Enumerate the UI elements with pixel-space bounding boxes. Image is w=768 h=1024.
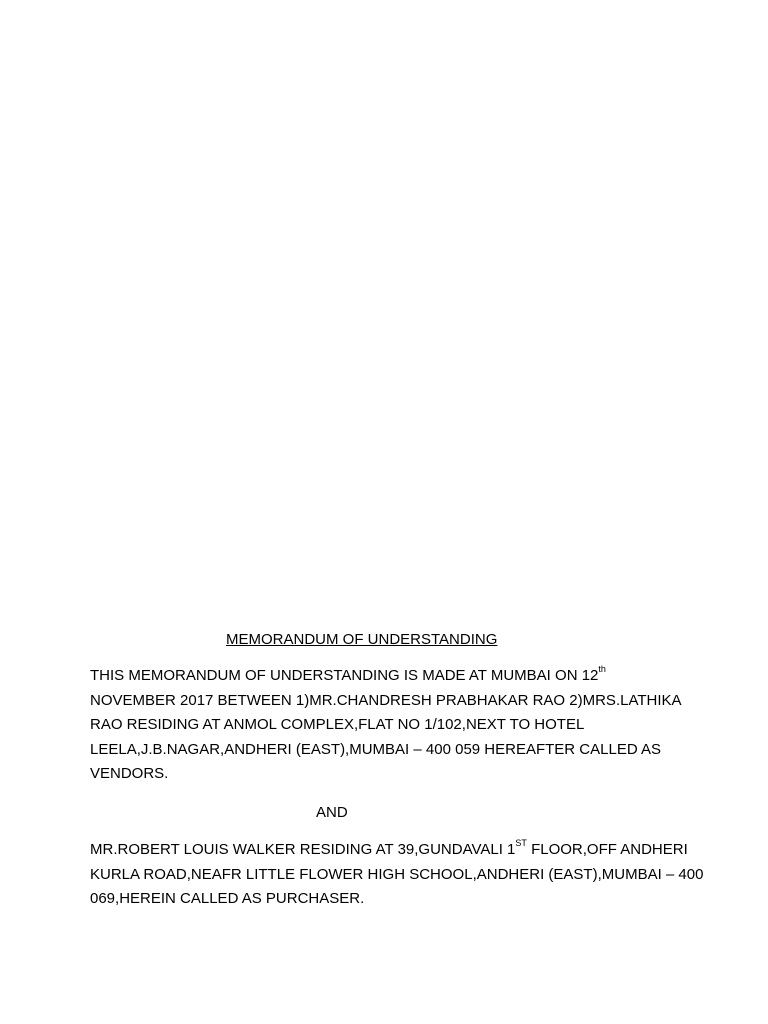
and-separator: AND [316, 804, 348, 821]
paragraph-line: 069,HEREIN CALLED AS PURCHASER. [90, 890, 365, 907]
paragraph-text: MR.ROBERT LOUIS WALKER RESIDING AT 39,GUNDAVALI 1 [90, 841, 516, 858]
paragraph-line: VENDORS. [90, 765, 169, 782]
paragraph-text: FLOOR,OFF ANDHERI [526, 841, 688, 858]
document-title: MEMORANDUM OF UNDERSTANDING [226, 631, 498, 648]
parties-vendors-paragraph [90, 664, 680, 787]
date-ordinal-superscript: th [598, 664, 606, 674]
paragraph-text: THIS MEMORANDUM OF UNDERSTANDING IS MADE AT MUMBAI ON 12 [90, 667, 599, 684]
paragraph-line [90, 664, 680, 689]
paragraph-line: LEELA,J.B.NAGAR,ANDHERI (EAST),MUMBAI – 400 059 HEREAFTER CALLED AS [90, 740, 662, 758]
floor-ordinal-superscript: ST [515, 838, 527, 848]
paragraph-line: NOVEMBER 2017 BETWEEN 1)MR.CHANDRESH PRABHAKAR RAO 2)MRS.LATHIKA [90, 691, 682, 709]
paragraph-line: KURLA ROAD,NEAFR LITTLE FLOWER HIGH SCHOOL,ANDHERI (EAST),MUMBAI – 400 [90, 865, 704, 883]
paragraph-line [90, 838, 688, 863]
parties-purchaser-paragraph [90, 838, 704, 912]
paragraph-line: RAO RESIDING AT ANMOL COMPLEX,FLAT NO 1/102,NEXT TO HOTEL [90, 716, 585, 733]
